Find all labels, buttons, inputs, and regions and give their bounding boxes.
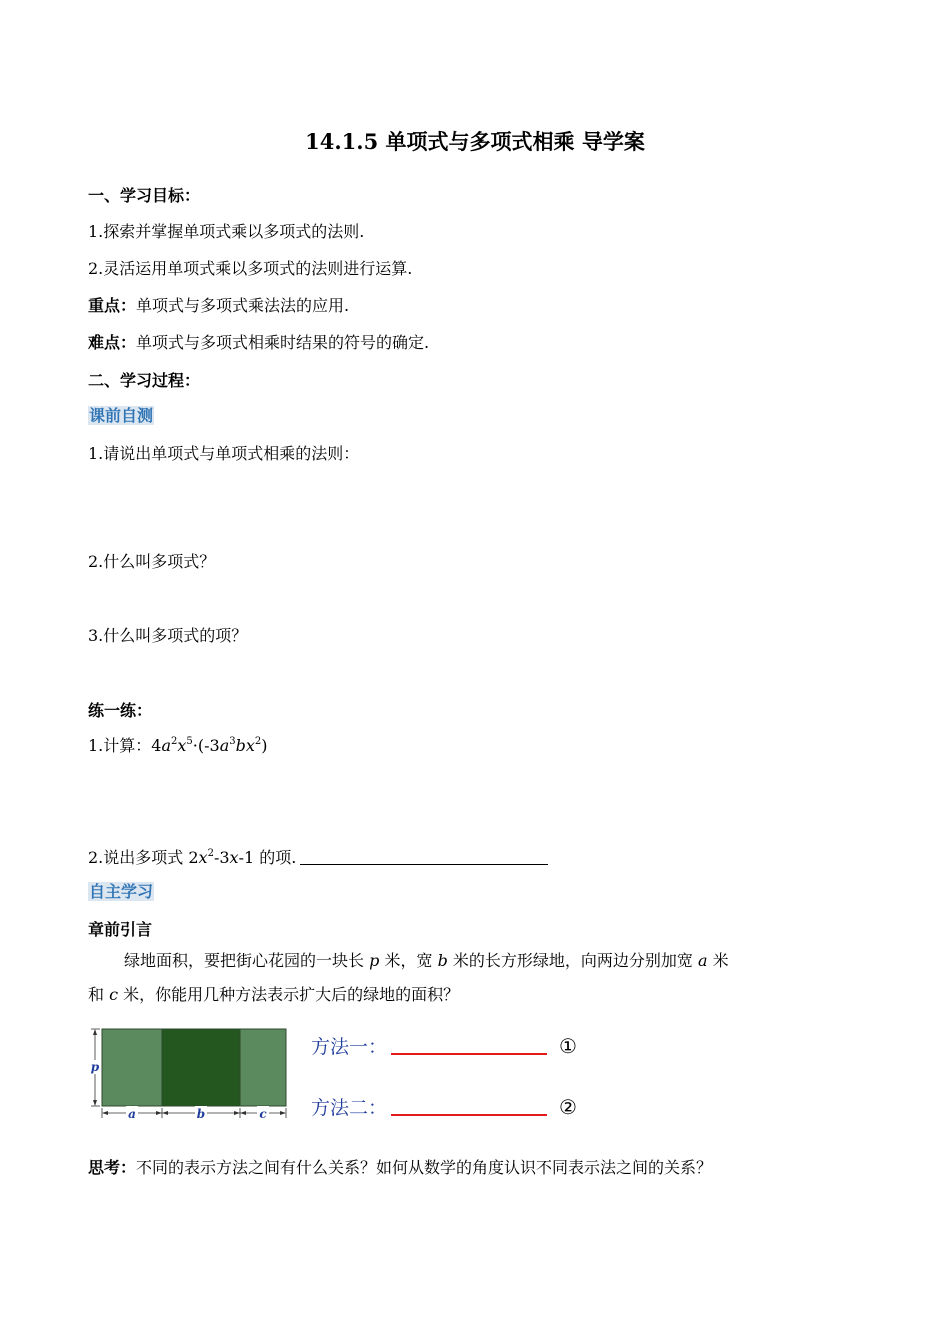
method-2	[311, 1093, 577, 1120]
difficulty-text: 单项式与多项式相乘时结果的符号的确定.	[136, 333, 430, 352]
key-point-text: 单项式与多项式乘法法的应用.	[136, 296, 350, 315]
extension-a-rect	[102, 1029, 162, 1106]
garden-diagram	[86, 1024, 292, 1122]
method-1-blank[interactable]	[391, 1035, 547, 1055]
practice-q2-suffix: 的项.	[259, 848, 297, 867]
pre-test-q3: 3.什么叫多项式的项？	[88, 626, 248, 645]
think	[88, 1155, 712, 1178]
intro-text-e: 和	[88, 985, 105, 1004]
var-b: b	[437, 951, 448, 970]
method-1-label: 方法一：	[311, 1036, 388, 1058]
intro-paragraph	[88, 944, 878, 1012]
page-title: 14.1.5 单项式与多项式相乘 导学案	[305, 129, 645, 154]
practice-q1	[88, 733, 268, 756]
section-process-heading: 二、学习过程：	[88, 371, 201, 390]
method-2-marker: ②	[559, 1095, 577, 1119]
intro-line-2	[88, 978, 878, 1012]
practice-q2	[88, 845, 548, 868]
key-point	[88, 293, 349, 316]
key-point-label: 重点：	[88, 296, 137, 315]
intro-heading: 章前引言	[88, 920, 153, 939]
practice-heading: 练一练：	[88, 701, 153, 720]
intro-text-a: 绿地面积，要把街心花园的一块长	[124, 951, 365, 970]
self-study-tag-row	[88, 879, 154, 902]
extension-c-rect	[240, 1029, 286, 1106]
intro-text-b: 米，宽	[384, 951, 433, 970]
practice-q2-expression: $x^2-3x-1$	[198, 848, 260, 867]
label-a: a	[128, 1107, 136, 1121]
label-b: b	[196, 1107, 206, 1121]
pre-test-tag-row	[88, 403, 154, 426]
difficulty-label: 难点：	[88, 333, 137, 352]
practice-q2-prefix: 2.说出多项式 2	[88, 848, 199, 867]
original-lawn-rect	[162, 1029, 240, 1106]
self-study-tag: 自主学习	[89, 882, 154, 901]
intro-line-1	[88, 944, 878, 978]
pre-test-q2: 2.什么叫多项式？	[88, 552, 216, 571]
var-c: c	[109, 985, 119, 1004]
intro-text-c: 米的长方形绿地，向两边分别加宽	[452, 951, 693, 970]
practice-q1-expression: $4a^2x^5\cdot(-3a^3bx^2)$	[151, 736, 268, 755]
think-text: 不同的表示方法之间有什么关系？如何从数学的角度认识不同表示法之间的关系？	[136, 1158, 713, 1177]
method-2-label: 方法二：	[311, 1097, 388, 1119]
label-c: c	[259, 1107, 267, 1121]
pre-test-q1: 1.请说出单项式与单项式相乘的法则：	[88, 444, 360, 463]
think-label: 思考：	[88, 1158, 137, 1177]
practice-q1-prefix: 1.计算：	[88, 736, 152, 755]
method-1	[311, 1032, 577, 1059]
method-2-blank[interactable]	[391, 1096, 547, 1116]
answer-blank[interactable]	[300, 850, 548, 865]
intro-text-f: 米，你能用几种方法表示扩大后的绿地的面积？	[123, 985, 460, 1004]
difficulty	[88, 330, 429, 353]
var-a: a	[698, 951, 708, 970]
goal-1: 1.探索并掌握单项式乘以多项式的法则.	[88, 222, 365, 241]
var-p: p	[369, 951, 380, 970]
label-p: p	[90, 1060, 100, 1074]
intro-text-d: 米	[712, 951, 729, 970]
method-1-marker: ①	[559, 1034, 577, 1058]
goal-2: 2.灵活运用单项式乘以多项式的法则进行运算.	[88, 259, 413, 278]
pre-test-tag: 课前自测	[89, 406, 154, 425]
section-goals-heading: 一、学习目标：	[88, 186, 201, 205]
